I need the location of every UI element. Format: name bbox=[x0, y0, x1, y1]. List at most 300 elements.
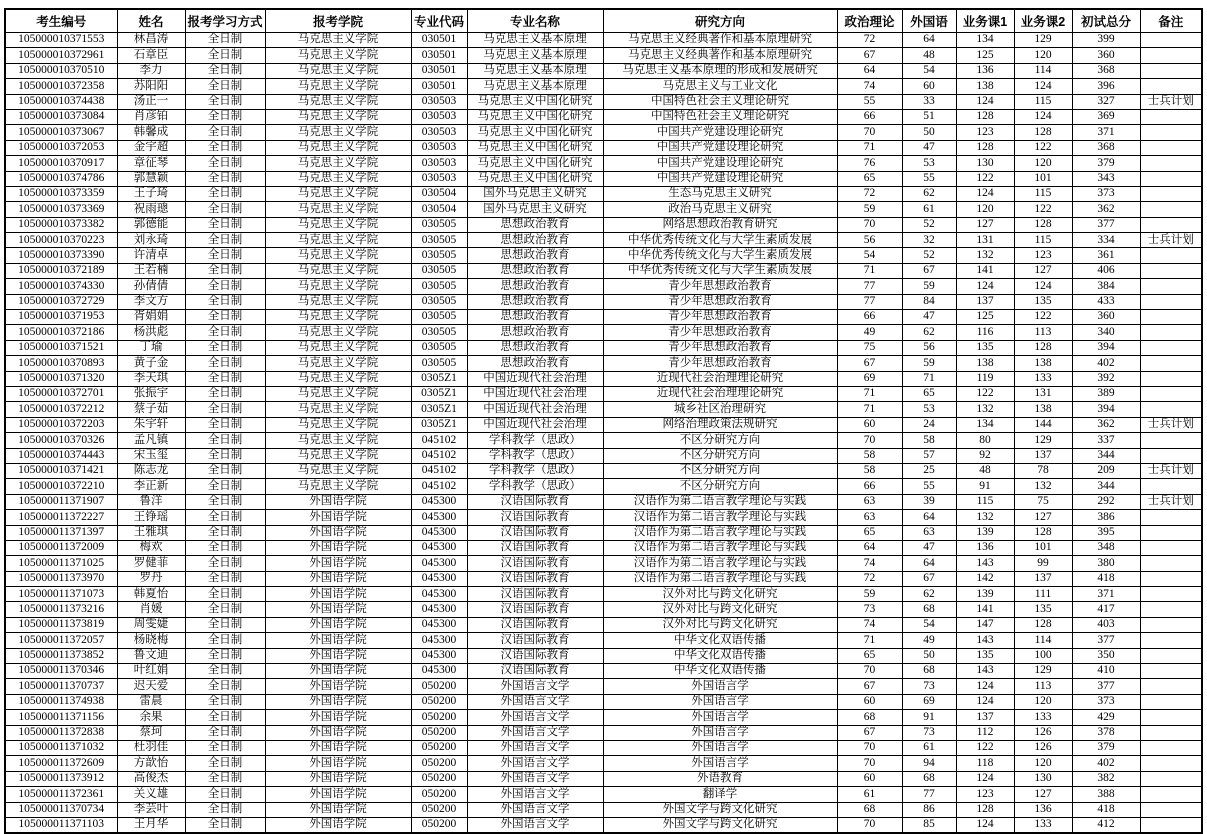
table-cell: 410 bbox=[1072, 664, 1140, 679]
table-cell bbox=[1140, 740, 1202, 755]
table-cell: 黄子金 bbox=[117, 356, 185, 371]
table-row bbox=[5, 386, 1202, 401]
table-cell: 030503 bbox=[411, 140, 467, 155]
column-header: 备注 bbox=[1140, 9, 1202, 33]
table-cell: 050200 bbox=[411, 710, 467, 725]
table-cell: 全日制 bbox=[185, 787, 265, 802]
table-cell: 368 bbox=[1072, 140, 1140, 155]
table-cell: 105000010372358 bbox=[5, 79, 117, 94]
table-cell: 马克思主义学院 bbox=[265, 294, 411, 309]
table-cell: 135 bbox=[956, 648, 1014, 663]
table-cell: 汉语国际教育 bbox=[467, 587, 603, 602]
table-cell bbox=[1140, 109, 1202, 124]
table-cell: 全日制 bbox=[185, 771, 265, 786]
table-cell: 全日制 bbox=[185, 79, 265, 94]
table-cell: 105000011371073 bbox=[5, 587, 117, 602]
table-cell bbox=[1140, 156, 1202, 171]
table-cell: 周雯婕 bbox=[117, 617, 185, 632]
table-cell: 131 bbox=[956, 233, 1014, 248]
table-cell: 55 bbox=[902, 171, 956, 186]
table-cell: 马克思主义基本原理 bbox=[467, 63, 603, 78]
table-cell: 55 bbox=[837, 94, 902, 109]
table-cell: 70 bbox=[837, 217, 902, 232]
table-cell: 105000010373369 bbox=[5, 202, 117, 217]
table-cell bbox=[1140, 448, 1202, 463]
table-cell: 思想政治教育 bbox=[467, 279, 603, 294]
table-cell bbox=[1140, 802, 1202, 817]
table-cell: 全日制 bbox=[185, 202, 265, 217]
table-cell: 外国语学院 bbox=[265, 725, 411, 740]
table-cell: 75 bbox=[1014, 494, 1072, 509]
table-cell: 马克思主义学院 bbox=[265, 417, 411, 432]
table-cell: 60 bbox=[837, 771, 902, 786]
table-row bbox=[5, 664, 1202, 679]
table-row bbox=[5, 402, 1202, 417]
table-row bbox=[5, 279, 1202, 294]
table-cell: 030501 bbox=[411, 48, 467, 63]
table-cell: 汉语作为第二语言教学理论与实践 bbox=[603, 540, 837, 555]
table-cell: 汉语国际教育 bbox=[467, 617, 603, 632]
table-cell: 鲁文迪 bbox=[117, 648, 185, 663]
table-cell: 030505 bbox=[411, 310, 467, 325]
table-cell: 115 bbox=[1014, 94, 1072, 109]
table-cell: 网络治理政策法规研究 bbox=[603, 417, 837, 432]
table-cell: 马克思主义学院 bbox=[265, 463, 411, 478]
table-cell: 王铮瑶 bbox=[117, 510, 185, 525]
column-header: 外国语 bbox=[902, 9, 956, 33]
table-cell: 汉外对比与跨文化研究 bbox=[603, 617, 837, 632]
table-cell: 马克思主义基本原理 bbox=[467, 79, 603, 94]
table-cell bbox=[1140, 571, 1202, 586]
table-cell: 马克思主义中国化研究 bbox=[467, 94, 603, 109]
table-row bbox=[5, 448, 1202, 463]
table-cell: 近现代社会治理理论研究 bbox=[603, 386, 837, 401]
table-cell: 124 bbox=[1014, 109, 1072, 124]
table-cell: 马克思主义学院 bbox=[265, 340, 411, 355]
table-cell: 58 bbox=[837, 448, 902, 463]
table-cell: 0305Z1 bbox=[411, 402, 467, 417]
column-header: 政治理论 bbox=[837, 9, 902, 33]
table-cell: 外国语学院 bbox=[265, 602, 411, 617]
table-cell: 105000010373084 bbox=[5, 109, 117, 124]
table-cell: 105000011370346 bbox=[5, 664, 117, 679]
table-cell: 全日制 bbox=[185, 602, 265, 617]
table-cell: 马克思主义中国化研究 bbox=[467, 125, 603, 140]
table-row bbox=[5, 263, 1202, 278]
table-cell: 105000011373852 bbox=[5, 648, 117, 663]
table-cell: 120 bbox=[1014, 156, 1072, 171]
table-cell: 030505 bbox=[411, 263, 467, 278]
table-cell: 汉语作为第二语言教学理论与实践 bbox=[603, 556, 837, 571]
table-cell: 外国语言文学 bbox=[467, 802, 603, 817]
table-cell: 137 bbox=[956, 294, 1014, 309]
table-cell bbox=[1140, 140, 1202, 155]
table-cell bbox=[1140, 725, 1202, 740]
table-cell: 105000010372186 bbox=[5, 325, 117, 340]
table-cell: 外国语学院 bbox=[265, 617, 411, 632]
table-cell: 汉语作为第二语言教学理论与实践 bbox=[603, 494, 837, 509]
table-cell: 394 bbox=[1072, 402, 1140, 417]
table-cell: 全日制 bbox=[185, 633, 265, 648]
table-cell: 369 bbox=[1072, 109, 1140, 124]
table-cell: 105000011372609 bbox=[5, 756, 117, 771]
table-cell: 67 bbox=[837, 356, 902, 371]
table-cell: 70 bbox=[837, 664, 902, 679]
table-cell: 384 bbox=[1072, 279, 1140, 294]
table-cell: 61 bbox=[837, 787, 902, 802]
table-row bbox=[5, 417, 1202, 432]
table-cell: 56 bbox=[902, 340, 956, 355]
table-cell: 马克思主义学院 bbox=[265, 140, 411, 155]
column-header: 报考学习方式 bbox=[185, 9, 265, 33]
table-cell: 128 bbox=[956, 802, 1014, 817]
table-cell: 120 bbox=[1014, 694, 1072, 709]
table-row bbox=[5, 156, 1202, 171]
table-cell: 135 bbox=[1014, 602, 1072, 617]
table-cell bbox=[1140, 356, 1202, 371]
table-cell: 73 bbox=[837, 602, 902, 617]
table-cell: 思想政治教育 bbox=[467, 217, 603, 232]
table-cell: 65 bbox=[837, 525, 902, 540]
table-cell: 外国语学院 bbox=[265, 540, 411, 555]
table-cell: 汉外对比与跨文化研究 bbox=[603, 587, 837, 602]
table-cell: 130 bbox=[956, 156, 1014, 171]
table-cell: 105000011371397 bbox=[5, 525, 117, 540]
table-cell: 翻译学 bbox=[603, 787, 837, 802]
table-cell: 64 bbox=[902, 33, 956, 48]
table-cell: 030505 bbox=[411, 325, 467, 340]
table-cell: 全日制 bbox=[185, 325, 265, 340]
table-cell: 林昌涛 bbox=[117, 33, 185, 48]
table-cell: 汉语国际教育 bbox=[467, 510, 603, 525]
table-cell: 72 bbox=[837, 186, 902, 201]
column-header: 专业代码 bbox=[411, 9, 467, 33]
table-cell: 105000010374443 bbox=[5, 448, 117, 463]
table-row bbox=[5, 740, 1202, 755]
table-cell: 030505 bbox=[411, 248, 467, 263]
table-cell: 105000011371103 bbox=[5, 817, 117, 833]
table-cell: 马克思主义学院 bbox=[265, 248, 411, 263]
table-cell: 全日制 bbox=[185, 448, 265, 463]
table-cell: 全日制 bbox=[185, 125, 265, 140]
table-cell: 马克思主义中国化研究 bbox=[467, 156, 603, 171]
table-cell: 105000011372009 bbox=[5, 540, 117, 555]
table-cell: 全日制 bbox=[185, 294, 265, 309]
table-cell: 马克思主义学院 bbox=[265, 356, 411, 371]
table-cell: 余果 bbox=[117, 710, 185, 725]
table-cell: 孟凡镇 bbox=[117, 433, 185, 448]
table-cell: 金宇超 bbox=[117, 140, 185, 155]
table-cell: 全日制 bbox=[185, 710, 265, 725]
table-cell: 122 bbox=[956, 386, 1014, 401]
table-cell: 外国语言文学 bbox=[467, 694, 603, 709]
table-row bbox=[5, 540, 1202, 555]
header-row bbox=[5, 9, 1202, 33]
table-cell: 全日制 bbox=[185, 156, 265, 171]
table-cell: 123 bbox=[1014, 248, 1072, 263]
table-cell: 394 bbox=[1072, 340, 1140, 355]
table-cell: 全日制 bbox=[185, 664, 265, 679]
table-cell: 69 bbox=[902, 694, 956, 709]
table-cell: 51 bbox=[902, 109, 956, 124]
table-row bbox=[5, 602, 1202, 617]
table-cell: 杨晓梅 bbox=[117, 633, 185, 648]
table-cell: 全日制 bbox=[185, 109, 265, 124]
table-cell: 340 bbox=[1072, 325, 1140, 340]
table-cell: 045300 bbox=[411, 648, 467, 663]
table-cell: 马克思主义学院 bbox=[265, 217, 411, 232]
table-cell: 137 bbox=[1014, 448, 1072, 463]
table-row bbox=[5, 617, 1202, 632]
table-cell: 105000010371421 bbox=[5, 463, 117, 478]
table-cell: 梅欢 bbox=[117, 540, 185, 555]
table-cell: 114 bbox=[1014, 63, 1072, 78]
table-cell: 马克思主义学院 bbox=[265, 125, 411, 140]
table-cell: 61 bbox=[902, 202, 956, 217]
table-cell: 045102 bbox=[411, 433, 467, 448]
table-cell: 全日制 bbox=[185, 556, 265, 571]
table-cell: 马克思主义学院 bbox=[265, 48, 411, 63]
table-cell: 中国近现代社会治理 bbox=[467, 386, 603, 401]
table-cell: 412 bbox=[1072, 817, 1140, 833]
table-row bbox=[5, 556, 1202, 571]
table-cell: 368 bbox=[1072, 63, 1140, 78]
table-cell: 343 bbox=[1072, 171, 1140, 186]
table-cell: 外国语言学 bbox=[603, 679, 837, 694]
table-cell: 138 bbox=[1014, 402, 1072, 417]
table-cell: 全日制 bbox=[185, 33, 265, 48]
table-cell: 汉语国际教育 bbox=[467, 494, 603, 509]
table-cell: 337 bbox=[1072, 433, 1140, 448]
table-cell: 105000011371032 bbox=[5, 740, 117, 755]
table-cell bbox=[1140, 479, 1202, 494]
table-cell: 402 bbox=[1072, 356, 1140, 371]
table-cell: 050200 bbox=[411, 771, 467, 786]
table-cell bbox=[1140, 248, 1202, 263]
table-cell bbox=[1140, 756, 1202, 771]
table-cell: 全日制 bbox=[185, 417, 265, 432]
table-row bbox=[5, 202, 1202, 217]
table-cell: 77 bbox=[837, 294, 902, 309]
table-cell: 马克思主义学院 bbox=[265, 263, 411, 278]
table-cell: 124 bbox=[1014, 279, 1072, 294]
table-cell: 52 bbox=[902, 217, 956, 232]
table-cell: 105000010372053 bbox=[5, 140, 117, 155]
table-cell: 361 bbox=[1072, 248, 1140, 263]
table-cell: 郭德能 bbox=[117, 217, 185, 232]
table-cell: 外国语言文学 bbox=[467, 725, 603, 740]
table-cell: 政治马克思主义研究 bbox=[603, 202, 837, 217]
table-cell: 全日制 bbox=[185, 310, 265, 325]
table-cell bbox=[1140, 386, 1202, 401]
table-cell bbox=[1140, 817, 1202, 833]
table-cell: 马克思主义基本原理 bbox=[467, 48, 603, 63]
table-cell: 92 bbox=[956, 448, 1014, 463]
table-cell: 外国语学院 bbox=[265, 802, 411, 817]
table-cell: 050200 bbox=[411, 679, 467, 694]
table-cell bbox=[1140, 263, 1202, 278]
table-cell: 030504 bbox=[411, 202, 467, 217]
table-cell: 59 bbox=[902, 279, 956, 294]
table-cell: 91 bbox=[956, 479, 1014, 494]
table-cell: 122 bbox=[1014, 140, 1072, 155]
table-cell: 65 bbox=[837, 648, 902, 663]
table-cell: 外语教育 bbox=[603, 771, 837, 786]
table-cell: 不区分研究方向 bbox=[603, 479, 837, 494]
table-cell: 张振宇 bbox=[117, 386, 185, 401]
table-cell: 030501 bbox=[411, 63, 467, 78]
table-cell bbox=[1140, 433, 1202, 448]
table-cell: 马克思主义学院 bbox=[265, 433, 411, 448]
table-cell: 377 bbox=[1072, 217, 1140, 232]
table-cell: 030503 bbox=[411, 156, 467, 171]
table-cell: 33 bbox=[902, 94, 956, 109]
table-cell: 105000011373912 bbox=[5, 771, 117, 786]
table-cell: 63 bbox=[902, 525, 956, 540]
table-cell: 350 bbox=[1072, 648, 1140, 663]
table-cell: 68 bbox=[902, 602, 956, 617]
table-cell bbox=[1140, 48, 1202, 63]
table-cell: 76 bbox=[837, 156, 902, 171]
table-cell: 杨洪彪 bbox=[117, 325, 185, 340]
table-cell: 全日制 bbox=[185, 463, 265, 478]
table-cell: 105000010373390 bbox=[5, 248, 117, 263]
table-cell: 外国语言学 bbox=[603, 710, 837, 725]
table-cell: 全日制 bbox=[185, 279, 265, 294]
table-cell: 78 bbox=[1014, 463, 1072, 478]
table-cell: 124 bbox=[956, 186, 1014, 201]
table-cell: 105000011372838 bbox=[5, 725, 117, 740]
table-cell: 马克思主义学院 bbox=[265, 171, 411, 186]
table-cell: 129 bbox=[1014, 33, 1072, 48]
table-cell: 士兵计划 bbox=[1140, 417, 1202, 432]
table-cell: 54 bbox=[902, 63, 956, 78]
table-row bbox=[5, 463, 1202, 478]
table-cell: 青少年思想政治教育 bbox=[603, 294, 837, 309]
table-cell: 外国语学院 bbox=[265, 510, 411, 525]
table-row bbox=[5, 371, 1202, 386]
table-cell: 050200 bbox=[411, 817, 467, 833]
table-cell: 汉语作为第二语言教学理论与实践 bbox=[603, 571, 837, 586]
table-cell: 128 bbox=[956, 109, 1014, 124]
table-cell: 蔡珂 bbox=[117, 725, 185, 740]
table-cell: 全日制 bbox=[185, 571, 265, 586]
table-cell bbox=[1140, 633, 1202, 648]
table-row bbox=[5, 679, 1202, 694]
table-cell: 144 bbox=[1014, 417, 1072, 432]
table-cell: 47 bbox=[902, 140, 956, 155]
table-cell: 全日制 bbox=[185, 63, 265, 78]
table-cell: 高俊杰 bbox=[117, 771, 185, 786]
table-cell: 不区分研究方向 bbox=[603, 448, 837, 463]
table-cell: 71 bbox=[837, 263, 902, 278]
table-cell: 135 bbox=[956, 340, 1014, 355]
table-cell: 388 bbox=[1072, 787, 1140, 802]
table-cell: 030503 bbox=[411, 171, 467, 186]
table-cell: 近现代社会治理理论研究 bbox=[603, 371, 837, 386]
table-cell: 334 bbox=[1072, 233, 1140, 248]
table-cell: 105000010371953 bbox=[5, 310, 117, 325]
table-cell: 105000010370893 bbox=[5, 356, 117, 371]
table-cell: 思想政治教育 bbox=[467, 233, 603, 248]
table-cell: 外国语学院 bbox=[265, 556, 411, 571]
table-cell: 125 bbox=[956, 48, 1014, 63]
table-cell: 030503 bbox=[411, 109, 467, 124]
table-cell: 132 bbox=[956, 510, 1014, 525]
table-cell: 郭慧颖 bbox=[117, 171, 185, 186]
table-cell: 外国语言文学 bbox=[467, 740, 603, 755]
table-cell: 中华文化双语传播 bbox=[603, 664, 837, 679]
table-cell: 389 bbox=[1072, 386, 1140, 401]
table-cell bbox=[1140, 617, 1202, 632]
table-cell: 382 bbox=[1072, 771, 1140, 786]
table-cell: 外国语学院 bbox=[265, 648, 411, 663]
table-cell: 全日制 bbox=[185, 94, 265, 109]
table-cell: 李文方 bbox=[117, 294, 185, 309]
table-cell: 123 bbox=[956, 125, 1014, 140]
table-cell: 马克思主义学院 bbox=[265, 79, 411, 94]
table-cell: 105000011374938 bbox=[5, 694, 117, 709]
table-cell: 肖媛 bbox=[117, 602, 185, 617]
table-cell: 68 bbox=[837, 802, 902, 817]
table-cell bbox=[1140, 63, 1202, 78]
table-cell: 141 bbox=[956, 602, 1014, 617]
table-cell: 外国语言文学 bbox=[467, 710, 603, 725]
table-cell: 105000010371521 bbox=[5, 340, 117, 355]
table-cell: 362 bbox=[1072, 417, 1140, 432]
table-row bbox=[5, 294, 1202, 309]
table-cell: 马克思主义中国化研究 bbox=[467, 171, 603, 186]
table-cell: 045102 bbox=[411, 463, 467, 478]
table-cell: 045300 bbox=[411, 525, 467, 540]
table-cell: 136 bbox=[956, 540, 1014, 555]
table-cell: 045300 bbox=[411, 571, 467, 586]
table-cell: 139 bbox=[956, 525, 1014, 540]
table-cell: 147 bbox=[956, 617, 1014, 632]
table-cell: 68 bbox=[902, 771, 956, 786]
table-cell: 371 bbox=[1072, 125, 1140, 140]
table-cell: 045300 bbox=[411, 664, 467, 679]
table-cell: 105000011372057 bbox=[5, 633, 117, 648]
table-cell bbox=[1140, 556, 1202, 571]
table-cell: 汉语国际教育 bbox=[467, 540, 603, 555]
table-cell: 127 bbox=[1014, 263, 1072, 278]
table-cell: 朱宇轩 bbox=[117, 417, 185, 432]
table-cell: 111 bbox=[1014, 587, 1072, 602]
table-cell: 马克思主义学院 bbox=[265, 109, 411, 124]
table-cell: 84 bbox=[902, 294, 956, 309]
table-cell: 中华文化双语传播 bbox=[603, 648, 837, 663]
table-cell bbox=[1140, 679, 1202, 694]
table-cell: 青少年思想政治教育 bbox=[603, 310, 837, 325]
table-row bbox=[5, 248, 1202, 263]
table-cell: 399 bbox=[1072, 33, 1140, 48]
table-cell: 汉语国际教育 bbox=[467, 664, 603, 679]
table-cell: 62 bbox=[902, 186, 956, 201]
table-cell: 54 bbox=[837, 248, 902, 263]
table-cell: 思想政治教育 bbox=[467, 294, 603, 309]
table-cell: 全日制 bbox=[185, 494, 265, 509]
table-cell: 124 bbox=[956, 679, 1014, 694]
table-cell: 全日制 bbox=[185, 402, 265, 417]
table-cell: 030505 bbox=[411, 233, 467, 248]
table-cell: 73 bbox=[902, 725, 956, 740]
table-cell: 外国语言学 bbox=[603, 740, 837, 755]
table-cell: 中国共产党建设理论研究 bbox=[603, 125, 837, 140]
table-cell: 马克思主义学院 bbox=[265, 202, 411, 217]
table-cell bbox=[1140, 125, 1202, 140]
table-cell: 128 bbox=[1014, 217, 1072, 232]
